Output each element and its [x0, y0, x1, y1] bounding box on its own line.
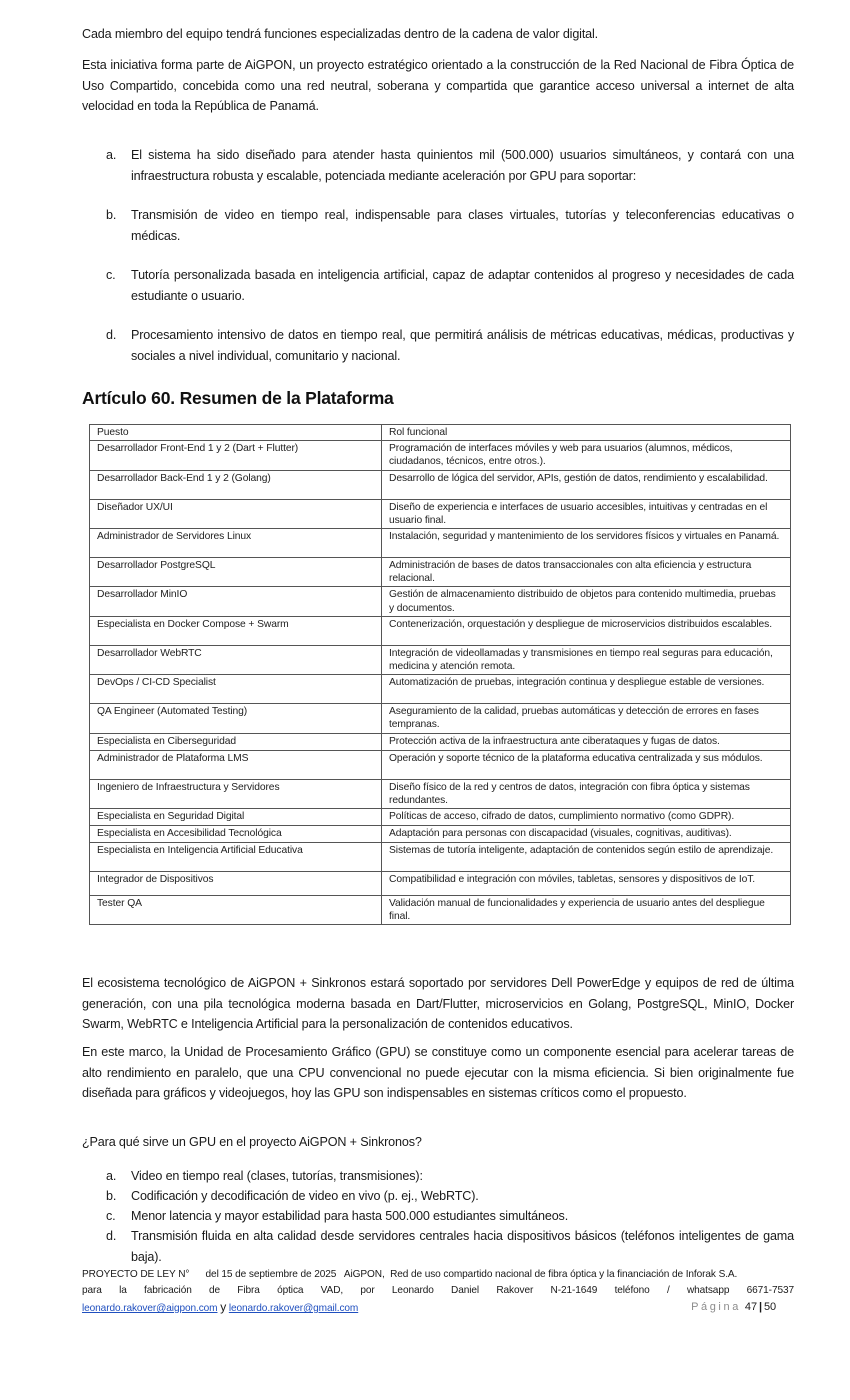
- table-row: [90, 616, 791, 645]
- rol-funcional-cell: Programación de interfaces móviles y web para usuarios (alumnos, médicos, ciudadanos, técnicos, entre otros.).: [382, 441, 791, 470]
- footer-line-1: PROYECTO DE LEY N° del 15 de septiembre de 2025 AiGPON, Red de uso compartido nacional de fibra óptica y la financiación de Inforak S.A.: [82, 1269, 738, 1280]
- table-row: [90, 499, 791, 528]
- table-row: [90, 843, 791, 872]
- rol-funcional-cell: Aseguramiento de la calidad, pruebas automáticas y detección de errores en fases tempranas.: [382, 704, 791, 733]
- list-item-text: El sistema ha sido diseñado para atender hasta quinientos mil (500.000) usuarios simultáneos, y contará con una infraestructura robusta y escalable, potenciada mediante aceleración por GPU para soportar:: [131, 148, 794, 183]
- list-marker: b.: [106, 208, 117, 222]
- table-row: [90, 750, 791, 779]
- list-marker: a.: [106, 148, 117, 162]
- puesto-cell: Administrador de Plataforma LMS: [90, 750, 382, 779]
- article-heading: Artículo 60. Resumen de la Plataforma: [82, 388, 394, 408]
- list-item: [82, 1226, 794, 1267]
- conjunction: y: [220, 1300, 227, 1314]
- table-row: [90, 675, 791, 704]
- column-header-puesto: Puesto: [90, 425, 382, 441]
- table-row: [90, 645, 791, 674]
- puesto-cell: DevOps / CI-CD Specialist: [90, 675, 382, 704]
- table-row: [90, 587, 791, 616]
- list-marker: c.: [106, 268, 116, 282]
- rol-funcional-cell: Contenerización, orquestación y despliegue de microservicios distribuidos escalables.: [382, 616, 791, 645]
- rol-funcional-cell: Integración de videollamadas y transmisiones en tiempo real seguras para educación, medicina y atención remota.: [382, 645, 791, 674]
- list-item: [82, 265, 794, 306]
- rol-funcional-cell: Sistemas de tutoría inteligente, adaptación de contenidos según estilo de aprendizaje.: [382, 843, 791, 872]
- puesto-cell: Especialista en Accesibilidad Tecnológica: [90, 826, 382, 843]
- list-item-text: Menor latencia y mayor estabilidad para hasta 500.000 estudiantes simultáneos.: [131, 1209, 569, 1223]
- table-row: [90, 704, 791, 733]
- ecosystem-paragraph: El ecosistema tecnológico de AiGPON + Sinkronos estará soportado por servidores Dell PowerEdge y equipos de red de última generación, con una pila tecnológica moderna basada en Dart/Flutter, microservicios en Golang, PostgreSQL, MinIO, Docker Swarm, WebRTC e Inteligencia Artificial para la personalización de contenidos educativos.: [82, 976, 794, 1031]
- gpu-paragraph: En este marco, la Unidad de Procesamiento Gráfico (GPU) se constituye como un componente esencial para acelerar tareas de alto rendimiento en paralelo, que una CPU convencional no puede ejecutar con la misma eficiencia. Si bien originalmente fue diseñada para gráficos y videojuegos, hoy las GPU son indispensables en sistemas críticos como el propuesto.: [82, 1045, 794, 1100]
- total-pages: 50: [763, 1301, 776, 1313]
- puesto-cell: QA Engineer (Automated Testing): [90, 704, 382, 733]
- puesto-cell: Desarrollador WebRTC: [90, 645, 382, 674]
- table-row: [90, 809, 791, 826]
- rol-funcional-cell: Operación y soporte técnico de la plataforma educativa centralizada y sus módulos.: [382, 750, 791, 779]
- page-number: [691, 1299, 776, 1315]
- table-row: [90, 872, 791, 896]
- rol-funcional-cell: Administración de bases de datos transaccionales con alta eficiencia y estructura relacional.: [382, 558, 791, 587]
- puesto-cell: Administrador de Servidores Linux: [90, 529, 382, 558]
- rol-funcional-cell: Automatización de pruebas, integración continua y despliegue estable de versiones.: [382, 675, 791, 704]
- list-item-text: Transmisión de video en tiempo real, indispensable para clases virtuales, tutorías y teleconferencias educativas o médicas.: [131, 208, 794, 243]
- puesto-cell: Tester QA: [90, 896, 382, 925]
- puesto-cell: Ingeniero de Infraestructura y Servidores: [90, 779, 382, 808]
- intro-paragraph-1: Cada miembro del equipo tendrá funciones especializadas dentro de la cadena de valor digital.: [82, 27, 599, 41]
- footer-contact: [82, 1299, 794, 1317]
- rol-funcional-cell: Diseño de experiencia e interfaces de usuario accesibles, intuitivas y centradas en el usuario final.: [382, 499, 791, 528]
- list-item: [82, 1166, 794, 1187]
- page-label: Página: [691, 1301, 741, 1313]
- rol-funcional-cell: Desarrollo de lógica del servidor, APIs, gestión de datos, rendimiento y escalabilidad.: [382, 470, 791, 499]
- list-item: [82, 1206, 794, 1227]
- puesto-cell: Desarrollador Front-End 1 y 2 (Dart + Flutter): [90, 441, 382, 470]
- rol-funcional-cell: Gestión de almacenamiento distribuido de objetos para contenido multimedia, pruebas y documentos.: [382, 587, 791, 616]
- table-row: [90, 733, 791, 750]
- intro-paragraph-2: Esta iniciativa forma parte de AiGPON, un proyecto estratégico orientado a la construcción de la Red Nacional de Fibra Óptica de Uso Compartido, concebida como una red neutral, soberana y compartida que garantice acceso universal a internet de alta velocidad en toda la República de Panamá.: [82, 58, 794, 113]
- list-item-text: Video en tiempo real (clases, tutorías, transmisiones):: [131, 1169, 423, 1183]
- puesto-cell: Desarrollador PostgreSQL: [90, 558, 382, 587]
- list-marker: a.: [106, 1169, 117, 1183]
- puesto-cell: Especialista en Ciberseguridad: [90, 733, 382, 750]
- list-marker: c.: [106, 1209, 116, 1223]
- table-header-row: [90, 425, 791, 441]
- list-marker: d.: [106, 328, 117, 342]
- list-item-text: Transmisión fluida en alta calidad desde servidores centrales hacia dispositivos básicos (teléfonos inteligentes de gama baja).: [131, 1229, 794, 1264]
- puesto-cell: Integrador de Dispositivos: [90, 872, 382, 896]
- puesto-cell: Diseñador UX/UI: [90, 499, 382, 528]
- list-item: [82, 325, 794, 366]
- list-item-text: Tutoría personalizada basada en inteligencia artificial, capaz de adaptar contenidos al progreso y necesidades de cada estudiante o usuario.: [131, 268, 794, 303]
- rol-funcional-cell: Protección activa de la infraestructura ante ciberataques y fugas de datos.: [382, 733, 791, 750]
- rol-funcional-cell: Adaptación para personas con discapacidad (visuales, cognitivas, auditivas).: [382, 826, 791, 843]
- table-row: [90, 441, 791, 470]
- table-row: [90, 470, 791, 499]
- current-page: 47: [744, 1301, 757, 1313]
- footer-line-2: para la fabricación de Fibra óptica VAD, por Leonardo Daniel Rakover N-21-1649 teléfono / whatsapp 6671-7537: [82, 1285, 794, 1296]
- list-item-text: Procesamiento intensivo de datos en tiempo real, que permitirá análisis de métricas educativas, médicas, productivas y sociales a nivel individual, comunitario y nacional.: [131, 328, 794, 363]
- gpu-question: ¿Para qué sirve un GPU en el proyecto AiGPON + Sinkronos?: [82, 1135, 422, 1149]
- puesto-cell: Especialista en Docker Compose + Swarm: [90, 616, 382, 645]
- puesto-cell: Especialista en Seguridad Digital: [90, 809, 382, 826]
- list-marker: b.: [106, 1189, 117, 1203]
- table-row: [90, 826, 791, 843]
- column-header-rol: Rol funcional: [382, 425, 791, 441]
- rol-funcional-cell: Compatibilidad e integración con móviles, tabletas, sensores y dispositivos de IoT.: [382, 872, 791, 896]
- list-marker: d.: [106, 1229, 117, 1243]
- list-item: [82, 145, 794, 186]
- table-row: [90, 558, 791, 587]
- roles-table: [89, 424, 791, 925]
- rol-funcional-cell: Políticas de acceso, cifrado de datos, cumplimiento normativo (como GDPR).: [382, 809, 791, 826]
- email-link-aigpon[interactable]: leonardo.rakover@aigpon.com: [82, 1303, 218, 1314]
- page-separator: |: [758, 1301, 762, 1313]
- list-item: [82, 1186, 794, 1207]
- rol-funcional-cell: Diseño físico de la red y centros de datos, integración con fibra óptica y sistemas redundantes.: [382, 779, 791, 808]
- puesto-cell: Desarrollador Back-End 1 y 2 (Golang): [90, 470, 382, 499]
- table-row: [90, 529, 791, 558]
- list-item-text: Codificación y decodificación de video en vivo (p. ej., WebRTC).: [131, 1189, 479, 1203]
- table-row: [90, 896, 791, 925]
- page-footer: [82, 1267, 794, 1317]
- email-link-gmail[interactable]: leonardo.rakover@gmail.com: [228, 1303, 359, 1314]
- table-row: [90, 779, 791, 808]
- list-item: [82, 205, 794, 246]
- puesto-cell: Desarrollador MinIO: [90, 587, 382, 616]
- rol-funcional-cell: Instalación, seguridad y mantenimiento de los servidores físicos y virtuales en Panamá.: [382, 529, 791, 558]
- puesto-cell: Especialista en Inteligencia Artificial Educativa: [90, 843, 382, 872]
- rol-funcional-cell: Validación manual de funcionalidades y experiencia de usuario antes del despliegue final.: [382, 896, 791, 925]
